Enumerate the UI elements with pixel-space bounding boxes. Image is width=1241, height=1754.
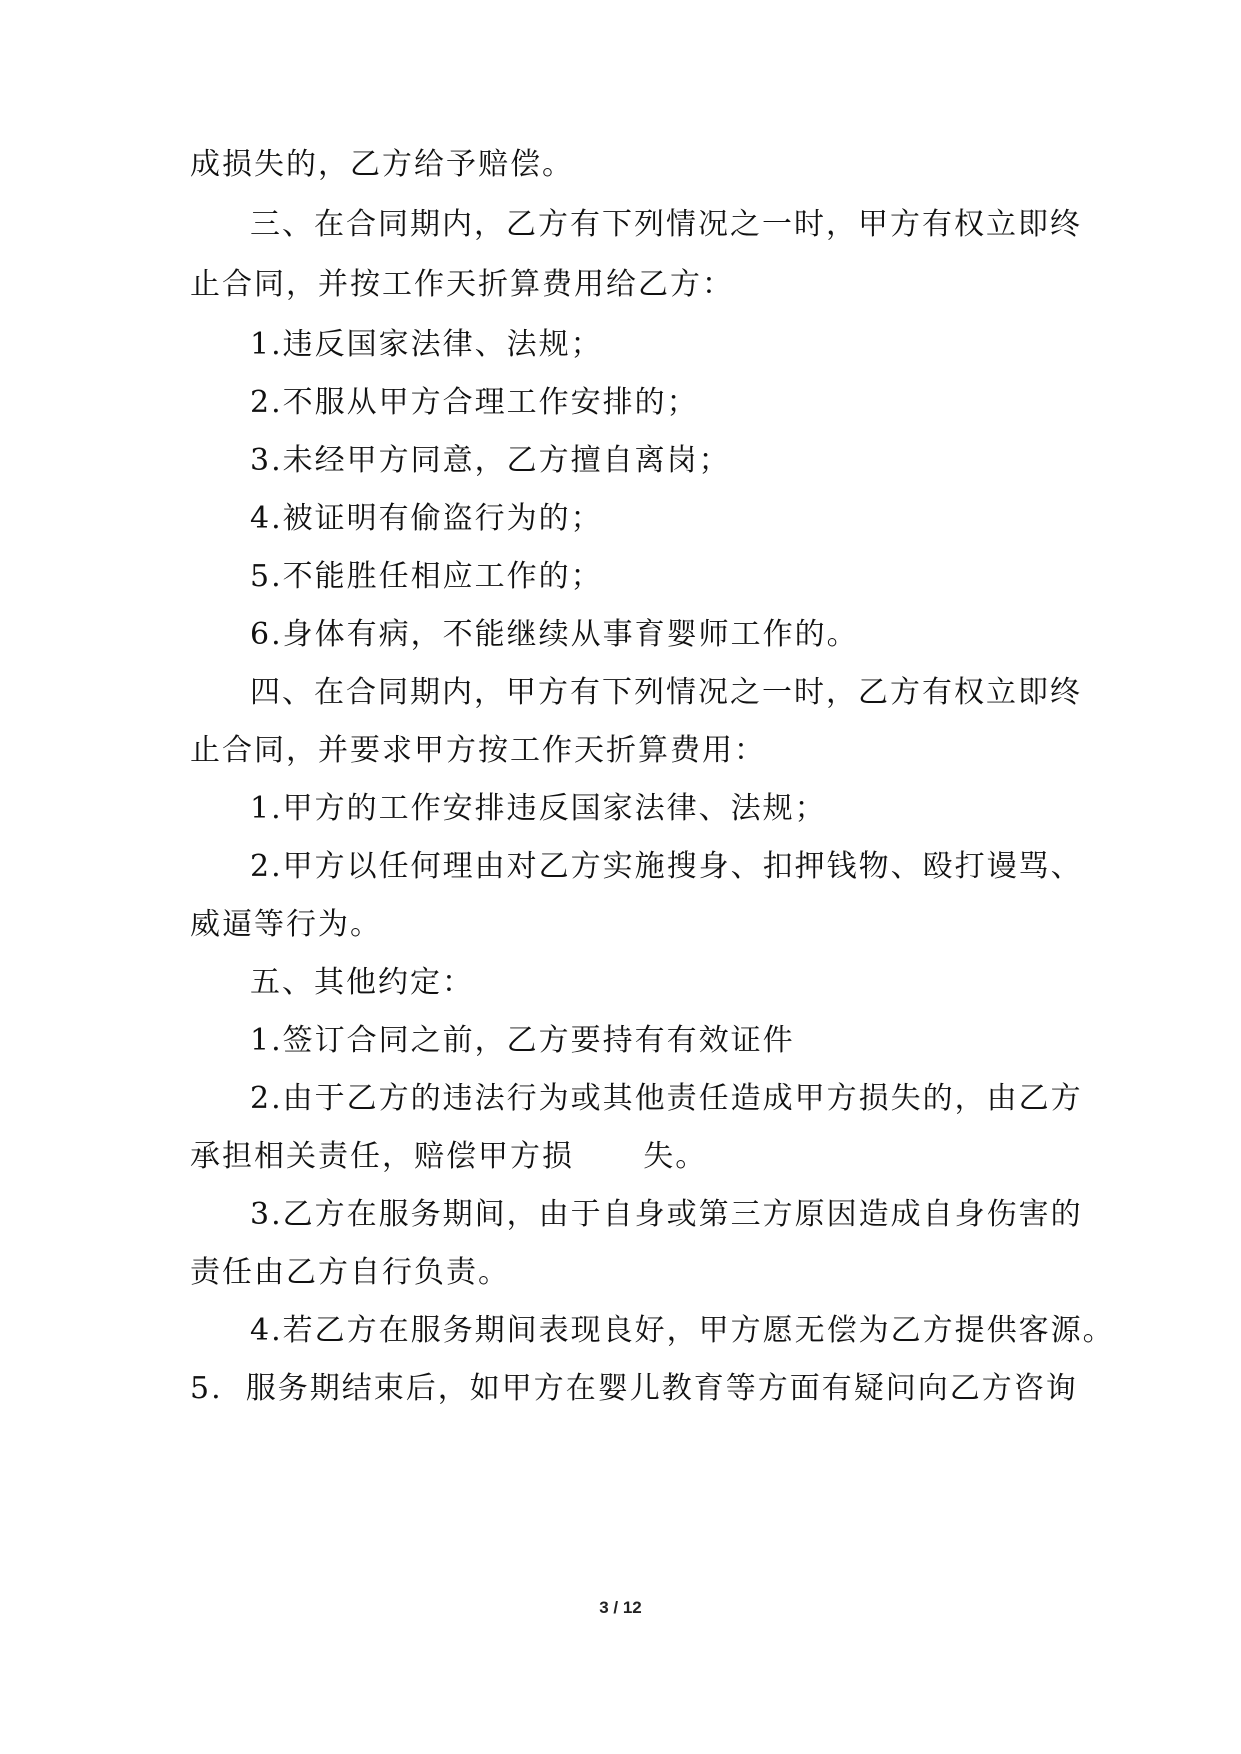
page-number: 3 / 12 [599, 1598, 642, 1617]
text-line-18: 承担相关责任，赔偿甲方损 失。 [190, 1139, 708, 1174]
text-line-13: 2.甲方以任何理由对乙方实施搜身、扣押钱物、殴打谩骂、 [250, 849, 1083, 884]
text-line-19: 3.乙方在服务期间，由于自身或第三方原因造成自身伤害的 [250, 1197, 1083, 1232]
text-line-1: 成损失的，乙方给予赔偿。 [190, 147, 574, 182]
text-line-12: 1.甲方的工作安排违反国家法律、法规； [250, 791, 827, 826]
text-line-16: 1.签订合同之前，乙方要持有有效证件 [250, 1023, 795, 1058]
text-line-14: 威逼等行为。 [190, 907, 382, 942]
text-line-3: 止合同，并按工作天折算费用给乙方： [190, 267, 734, 302]
text-line-4: 1.违反国家法律、法规； [250, 327, 603, 362]
text-line-15: 五、其他约定： [250, 965, 474, 1000]
text-line-11: 止合同，并要求甲方按工作天折算费用： [190, 733, 766, 768]
text-line-8: 5.不能胜任相应工作的； [250, 559, 603, 594]
text-line-9: 6.身体有病，不能继续从事育婴师工作的。 [250, 617, 859, 652]
text-line-6: 3.未经甲方同意，乙方擅自离岗； [250, 443, 731, 478]
text-line-20: 责任由乙方自行负责。 [190, 1255, 510, 1290]
text-line-2: 三、在合同期内，乙方有下列情况之一时，甲方有权立即终 [250, 207, 1082, 242]
text-line-5: 2.不服从甲方合理工作安排的； [250, 385, 699, 420]
text-line-22: 5. 服务期结束后，如甲方在婴儿教育等方面有疑问向乙方咨询 [190, 1371, 1078, 1406]
text-line-7: 4.被证明有偷盗行为的； [250, 501, 603, 536]
text-line-17: 2.由于乙方的违法行为或其他责任造成甲方损失的，由乙方 [250, 1081, 1083, 1116]
text-line-21: 4.若乙方在服务期间表现良好，甲方愿无偿为乙方提供客源。 [250, 1313, 1115, 1348]
text-line-10: 四、在合同期内，甲方有下列情况之一时，乙方有权立即终 [250, 675, 1082, 710]
